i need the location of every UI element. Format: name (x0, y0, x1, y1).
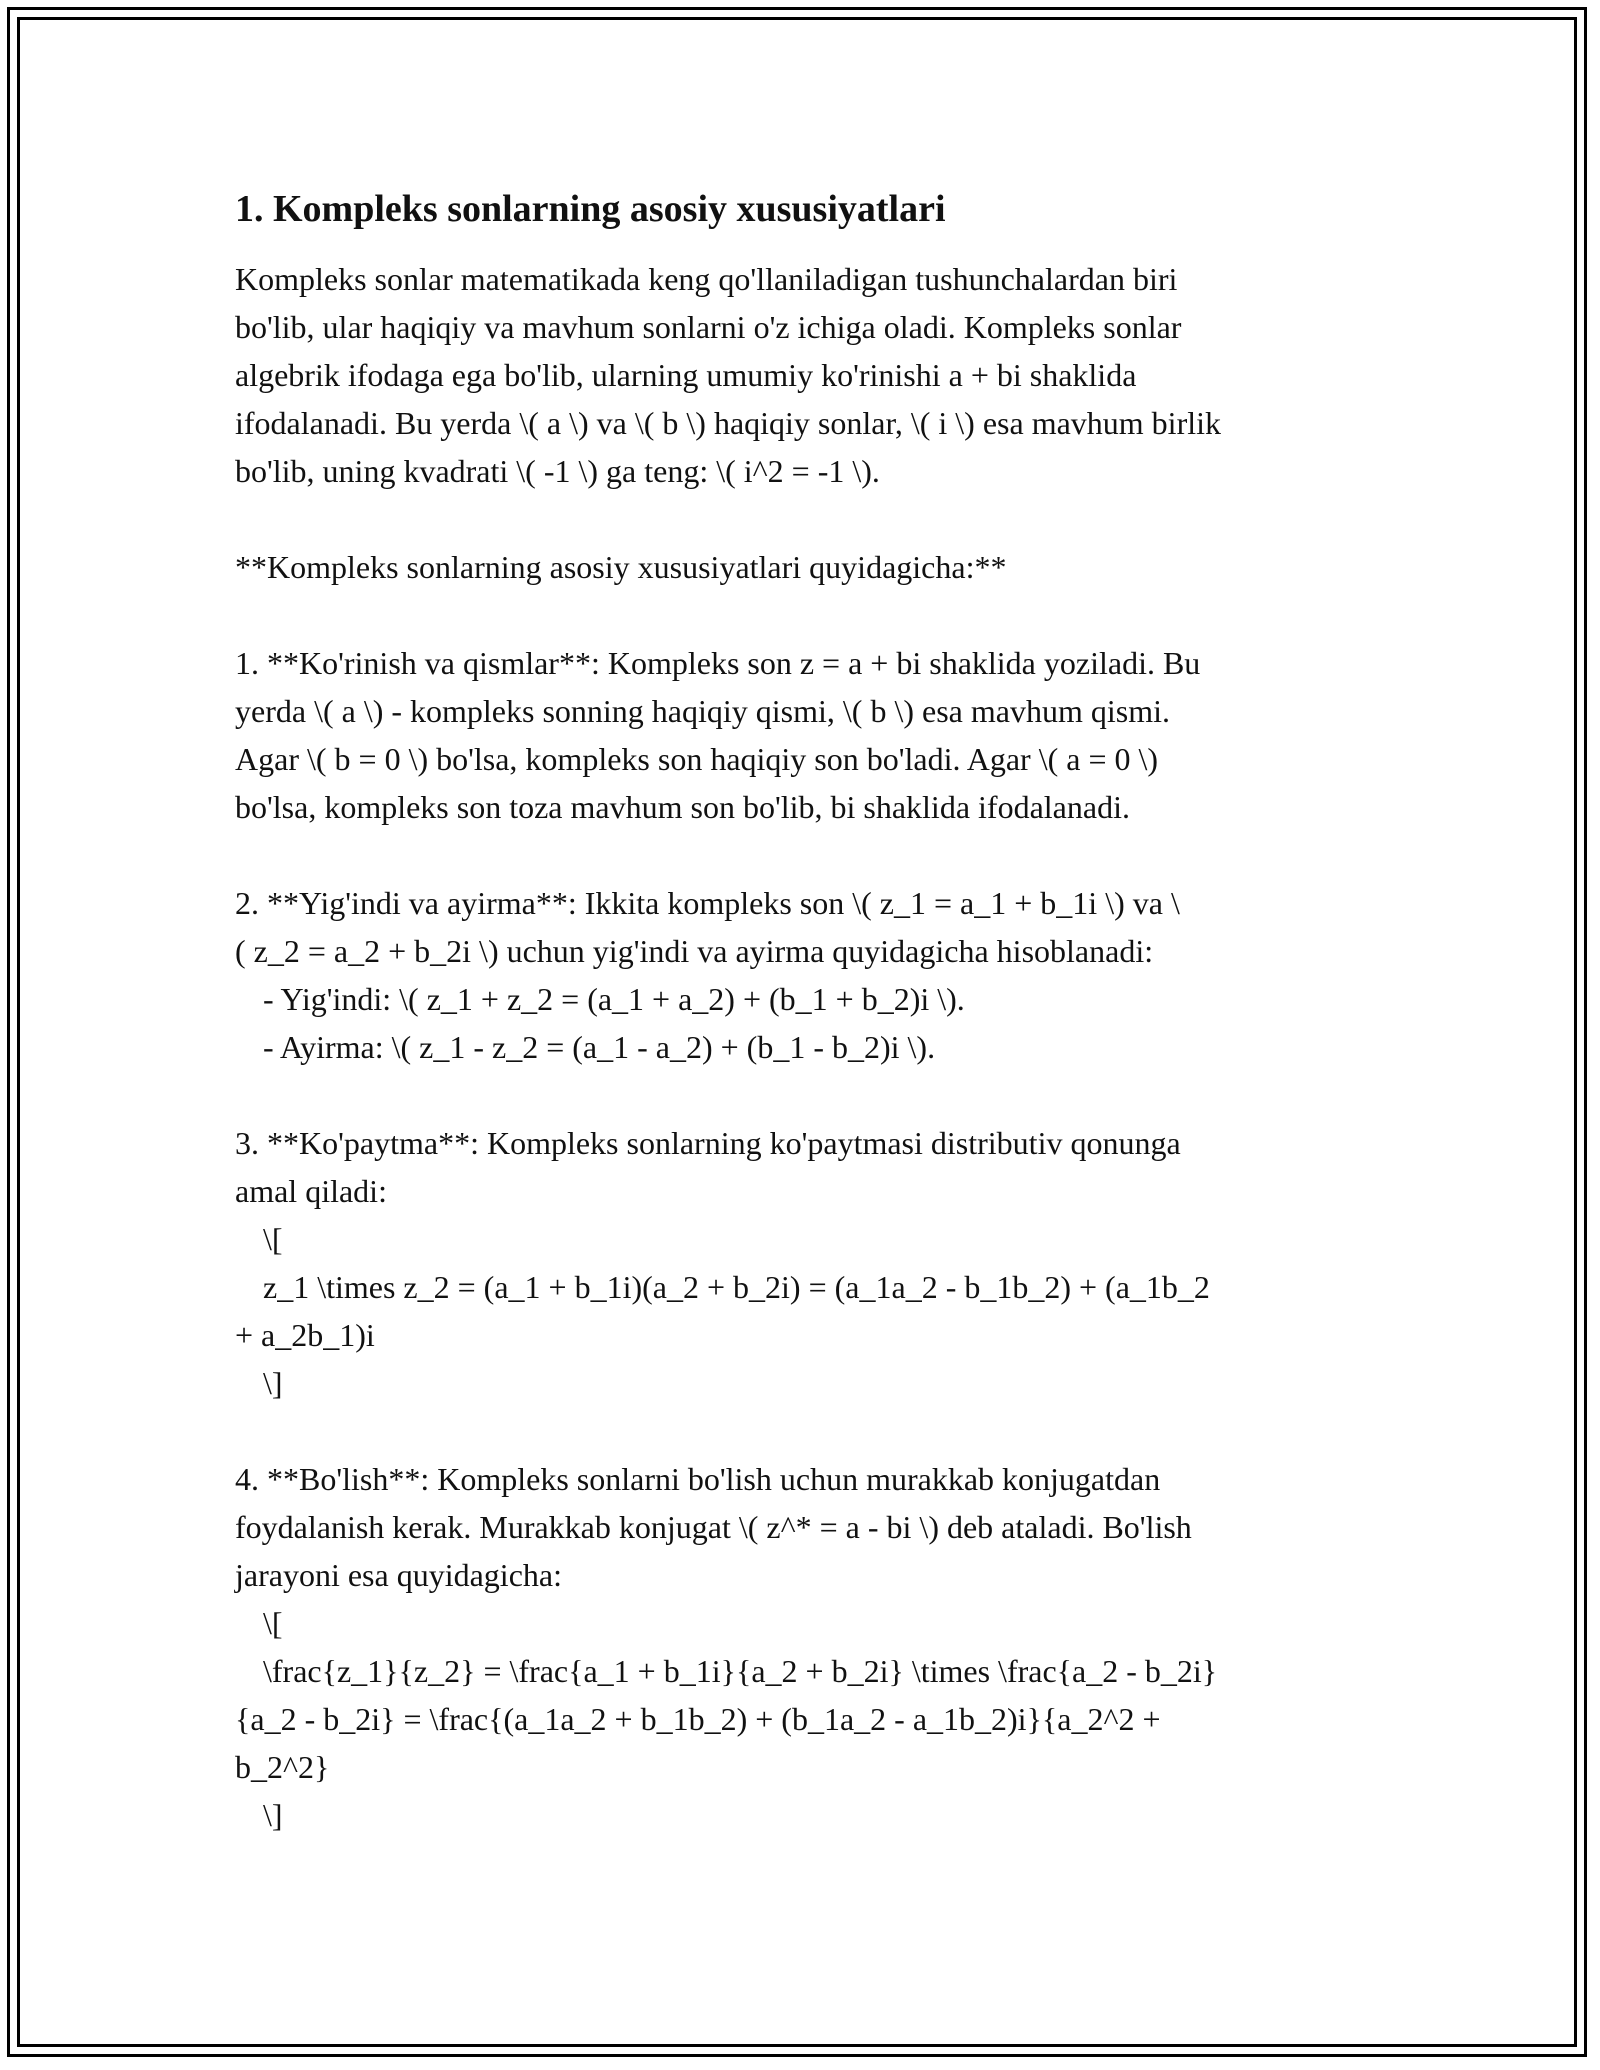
document-title: 1. Kompleks sonlarning asosiy xususiyatlari (235, 188, 946, 230)
formula-line: {a_2 - b_2i} = \frac{(a_1a_2 + b_1b_2) + (b_1a_2 - a_1b_2)i}{a_2^2 + (235, 1701, 1161, 1737)
formula-open: \[ (263, 1605, 283, 1641)
formula-line: z_1 \times z_2 = (a_1 + b_1i)(a_2 + b_2i) = (a_1a_2 - b_1b_2) + (a_1b_2 (263, 1269, 1210, 1305)
text-line: 4. **Bo'lish**: Kompleks sonlarni bo'lish uchun murakkab konjugatdan (235, 1461, 1161, 1497)
formula-line: \frac{z_1}{z_2} = \frac{a_1 + b_1i}{a_2 + b_2i} \times \frac{a_2 - b_2i} (263, 1653, 1218, 1689)
spacer (235, 1407, 1375, 1455)
text-line: amal qiladi: (235, 1173, 387, 1209)
text-line: yerda \( a \) - kompleks sonning haqiqiy qismi, \( b \) esa mavhum qismi. (235, 693, 1170, 729)
text-line: 1. **Ko'rinish va qismlar**: Kompleks son z = a + bi shaklida yoziladi. Bu (235, 645, 1201, 681)
formula-line: b_2^2} (235, 1749, 330, 1785)
list-item-2 (235, 879, 1375, 1071)
spacer (235, 591, 1375, 639)
text-line: Agar \( b = 0 \) bo'lsa, kompleks son haqiqiy son bo'ladi. Agar \( a = 0 \) (235, 741, 1159, 777)
text-line: ( z_2 = a_2 + b_2i \) uchun yig'indi va ayirma quyidagicha hisoblanadi: (235, 933, 1154, 969)
list-item-1 (235, 639, 1375, 831)
sub-item-sum: - Yig'indi: \( z_1 + z_2 = (a_1 + a_2) + (b_1 + b_2)i \). (263, 981, 965, 1017)
intro-paragraph (235, 255, 1375, 495)
subheading: **Kompleks sonlarning asosiy xususiyatlari quyidagicha:** (235, 549, 1007, 585)
spacer (235, 495, 1375, 543)
spacer (235, 1071, 1375, 1119)
list-item-4 (235, 1455, 1375, 1839)
text-line: Kompleks sonlar matematikada keng qo'llaniladigan tushunchalardan biri (235, 261, 1178, 297)
text-line: bo'lsa, kompleks son toza mavhum son bo'lib, bi shaklida ifodalanadi. (235, 789, 1130, 825)
list-item-3 (235, 1119, 1375, 1407)
formula-close: \] (263, 1797, 283, 1833)
text-line: 2. **Yig'indi va ayirma**: Ikkita kompleks son \( z_1 = a_1 + b_1i \) va \ (235, 885, 1180, 921)
text-line: 3. **Ko'paytma**: Kompleks sonlarning ko'paytmasi distributiv qonunga (235, 1125, 1181, 1161)
formula-open: \[ (263, 1221, 283, 1257)
text-line: bo'lib, ular haqiqiy va mavhum sonlarni o'z ichiga oladi. Kompleks sonlar (235, 309, 1182, 345)
formula-close: \] (263, 1365, 283, 1401)
sub-item-difference: - Ayirma: \( z_1 - z_2 = (a_1 - a_2) + (b_1 - b_2)i \). (263, 1029, 936, 1065)
document-body (235, 185, 1375, 1839)
formula-line: + a_2b_1)i (235, 1317, 375, 1353)
text-line: ifodalanadi. Bu yerda \( a \) va \( b \) haqiqiy sonlar, \( i \) esa mavhum birlik (235, 405, 1221, 441)
text-line: foydalanish kerak. Murakkab konjugat \( z^* = a - bi \) deb ataladi. Bo'lish (235, 1509, 1192, 1545)
text-line: algebrik ifodaga ega bo'lib, ularning umumiy ko'rinishi a + bi shaklida (235, 357, 1137, 393)
spacer (235, 831, 1375, 879)
text-line: bo'lib, uning kvadrati \( -1 \) ga teng: \( i^2 = -1 \). (235, 453, 880, 489)
text-line: jarayoni esa quyidagicha: (235, 1557, 562, 1593)
